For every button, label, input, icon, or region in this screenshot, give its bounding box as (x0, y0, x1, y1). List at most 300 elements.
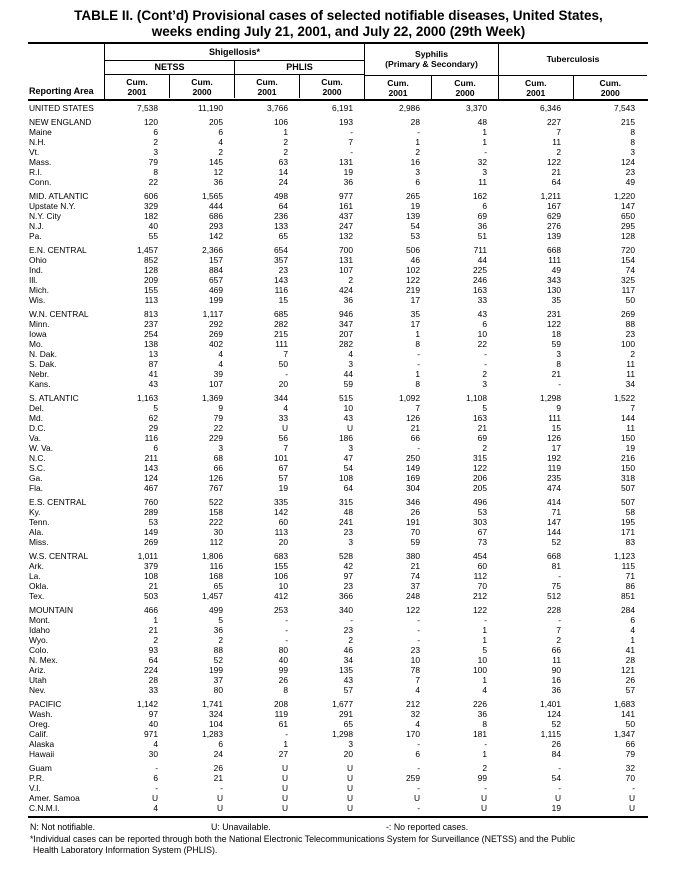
value-cell: 402 (209, 338, 223, 349)
value-cell: 26 (410, 506, 420, 517)
value-cell: 28 (148, 674, 158, 685)
value-cell: 115 (621, 560, 635, 571)
value-cell: 7 (630, 402, 635, 413)
table-row (28, 685, 648, 695)
value-cell: 155 (274, 560, 288, 571)
value-cell: 512 (547, 590, 561, 601)
value-cell: U (346, 772, 353, 783)
value-cell: U (628, 792, 635, 803)
table-row (28, 773, 648, 783)
value-cell: 21 (213, 772, 223, 783)
reporting-area-cell: S.C. (29, 462, 46, 473)
reporting-area-cell: Nev. (29, 684, 46, 695)
table-row (28, 231, 648, 241)
reporting-area-cell: Conn. (29, 176, 52, 187)
value-cell: 506 (406, 244, 420, 255)
value-cell: 20 (278, 536, 288, 547)
reporting-area-cell: N.J. (29, 220, 44, 231)
value-cell: 347 (339, 318, 353, 329)
table-row (28, 329, 648, 339)
table-row (28, 423, 648, 433)
value-cell: 59 (410, 536, 420, 547)
table-section (28, 117, 648, 187)
value-cell: 36 (213, 176, 223, 187)
table-row (28, 147, 648, 157)
value-cell: 50 (625, 294, 635, 305)
column-group-shigellosis (105, 44, 365, 99)
value-cell: 142 (274, 506, 288, 517)
value-cell: 126 (406, 412, 420, 423)
value-cell: 35 (410, 308, 420, 319)
value-cell: 12 (213, 166, 223, 177)
value-cell: 53 (148, 516, 158, 527)
reporting-area-cell: MOUNTAIN (29, 604, 74, 615)
value-cell: 126 (547, 432, 561, 443)
value-cell: 116 (209, 560, 223, 571)
value-cell: 88 (213, 644, 223, 655)
table-title-line1: TABLE II. (Cont’d) Provisional cases of selected notifiable diseases, United States, (74, 8, 603, 23)
value-cell: 467 (144, 482, 158, 493)
value-cell: 496 (473, 496, 487, 507)
value-cell: 43 (148, 378, 158, 389)
value-cell: 16 (410, 156, 420, 167)
value-cell: 144 (621, 412, 635, 423)
phlis-label: PHLIS (234, 61, 364, 74)
value-cell: 65 (343, 718, 353, 729)
table-row (28, 729, 648, 739)
value-cell: 161 (339, 200, 353, 211)
value-cell: U (281, 772, 288, 783)
value-cell: 65 (213, 580, 223, 591)
value-cell: 41 (148, 368, 158, 379)
reporting-area-cell: D.C. (29, 422, 46, 433)
table-row (28, 803, 648, 813)
value-cell: 1,347 (614, 728, 635, 739)
table-row (28, 645, 648, 655)
value-cell: 97 (343, 570, 353, 581)
column-header-phlis-cum-2001: Cum. 2001 (234, 75, 299, 98)
value-cell: 55 (148, 230, 158, 241)
value-cell: 130 (547, 284, 561, 295)
value-cell: 80 (278, 644, 288, 655)
value-cell: 50 (625, 718, 635, 729)
value-cell: 6 (153, 772, 158, 783)
value-cell: 379 (144, 560, 158, 571)
table-row (28, 507, 648, 517)
table-row (28, 285, 648, 295)
value-cell: 147 (547, 516, 561, 527)
value-cell: 149 (406, 462, 420, 473)
value-cell: 813 (144, 308, 158, 319)
value-cell: 259 (406, 772, 420, 783)
value-cell: 711 (473, 244, 487, 255)
value-cell: 216 (621, 452, 635, 463)
value-cell: - (558, 570, 561, 581)
reporting-area-cell: Alaska (29, 738, 55, 749)
value-cell: - (632, 782, 635, 793)
table-row (28, 245, 648, 255)
value-cell: 199 (209, 294, 223, 305)
value-cell: 33 (278, 412, 288, 423)
value-cell: 17 (410, 318, 420, 329)
value-cell: 4 (218, 348, 223, 359)
value-cell: 67 (477, 526, 487, 537)
value-cell: 1,677 (332, 698, 353, 709)
value-cell: 150 (621, 432, 635, 443)
value-cell: 80 (213, 684, 223, 695)
value-cell: 163 (473, 412, 487, 423)
table-row (28, 591, 648, 601)
value-cell: 606 (144, 190, 158, 201)
value-cell: 99 (477, 772, 487, 783)
value-cell: 56 (278, 432, 288, 443)
value-cell: 19 (343, 166, 353, 177)
value-cell: 282 (274, 318, 288, 329)
value-cell: 147 (621, 200, 635, 211)
value-cell: 15 (551, 422, 561, 433)
value-cell: 289 (144, 506, 158, 517)
value-cell: 254 (144, 328, 158, 339)
reporting-area-cell: Mont. (29, 614, 50, 625)
value-cell: 7 (556, 126, 561, 137)
table-row (28, 191, 648, 201)
value-cell: 507 (621, 482, 635, 493)
value-cell: 2 (348, 634, 353, 645)
value-cell: 124 (144, 472, 158, 483)
value-cell: 81 (551, 560, 561, 571)
value-cell: 219 (406, 284, 420, 295)
value-cell: 27 (278, 748, 288, 759)
value-cell: 23 (278, 264, 288, 275)
value-cell: - (285, 624, 288, 635)
value-cell: 269 (621, 308, 635, 319)
shigellosis-cum-headers (105, 75, 364, 98)
value-cell: - (285, 614, 288, 625)
value-cell: 78 (410, 664, 420, 675)
value-cell: - (417, 762, 420, 773)
value-cell: 282 (339, 338, 353, 349)
reporting-area-cell: MID. ATLANTIC (29, 190, 89, 201)
reporting-area-cell: Mo. (29, 338, 43, 349)
value-cell: 7,543 (614, 102, 635, 113)
value-cell: 5 (482, 402, 487, 413)
value-cell: 2 (482, 762, 487, 773)
value-cell: 169 (406, 472, 420, 483)
value-cell: 235 (547, 472, 561, 483)
value-cell: 8 (482, 718, 487, 729)
value-cell: 23 (410, 644, 420, 655)
reporting-area-cell: Mich. (29, 284, 50, 295)
reporting-area-cell: Guam (29, 762, 52, 773)
value-cell: 211 (144, 452, 158, 463)
notifiable-diseases-table (28, 42, 648, 818)
value-cell: 58 (625, 506, 635, 517)
tuberculosis-label: Tuberculosis (499, 44, 647, 76)
value-cell: 629 (547, 210, 561, 221)
table-row (28, 453, 648, 463)
value-cell: 168 (209, 570, 223, 581)
value-cell: 14 (278, 166, 288, 177)
value-cell: 265 (406, 190, 420, 201)
reporting-area-cell: Nebr. (29, 368, 50, 379)
value-cell: 41 (625, 644, 635, 655)
value-cell: 66 (625, 738, 635, 749)
value-cell: 2 (218, 634, 223, 645)
value-cell: U (281, 792, 288, 803)
value-cell: - (417, 358, 420, 369)
value-cell: 186 (339, 432, 353, 443)
value-cell: 503 (144, 590, 158, 601)
value-cell: 21 (410, 560, 420, 571)
value-cell: U (554, 792, 561, 803)
value-cell: 162 (473, 190, 487, 201)
value-cell: 10 (343, 402, 353, 413)
value-cell: 291 (339, 708, 353, 719)
value-cell: 414 (547, 496, 561, 507)
table-row (28, 463, 648, 473)
value-cell: 84 (551, 748, 561, 759)
table-section (28, 497, 648, 547)
value-cell: 2 (415, 146, 420, 157)
value-cell: - (417, 442, 420, 453)
reporting-area-cell: E.S. CENTRAL (29, 496, 87, 507)
reporting-area-cell: Del. (29, 402, 44, 413)
value-cell: 3,766 (267, 102, 288, 113)
value-cell: 1,401 (540, 698, 561, 709)
value-cell: U (346, 782, 353, 793)
value-cell: 48 (343, 506, 353, 517)
value-cell: 231 (547, 308, 561, 319)
value-cell: 52 (213, 654, 223, 665)
value-cell: 229 (209, 432, 223, 443)
value-cell: 119 (274, 708, 288, 719)
value-cell: 33 (148, 684, 158, 695)
value-cell: 11 (552, 136, 561, 147)
value-cell: - (484, 614, 487, 625)
table-title-line2: weeks ending July 21, 2001, and July 22, 2000 (29th Week) (151, 24, 526, 39)
reporting-area-cell: Tex. (29, 590, 45, 601)
table-row (28, 763, 648, 773)
value-cell: 444 (209, 200, 223, 211)
value-cell: 236 (274, 210, 288, 221)
value-cell: 21 (551, 166, 561, 177)
value-cell: 26 (278, 674, 288, 685)
value-cell: U (216, 802, 223, 813)
value-cell: 131 (339, 156, 353, 167)
value-cell: 19 (410, 200, 420, 211)
value-cell: 86 (625, 580, 635, 591)
value-cell: 69 (477, 210, 487, 221)
shigellosis-subgroups (105, 61, 364, 75)
reporting-area-cell: Ohio (29, 254, 47, 265)
reporting-area-cell: Ill. (29, 274, 38, 285)
value-cell: 4 (153, 802, 158, 813)
table-row (28, 581, 648, 591)
value-cell: 195 (621, 516, 635, 527)
value-cell: 2 (153, 634, 158, 645)
value-cell: 133 (274, 220, 288, 231)
table-row (28, 177, 648, 187)
value-cell: - (155, 782, 158, 793)
value-cell: 8 (630, 126, 635, 137)
value-cell: 284 (621, 604, 635, 615)
table-section (28, 191, 648, 241)
value-cell: 5 (153, 402, 158, 413)
value-cell: 83 (625, 536, 635, 547)
value-cell: 335 (274, 496, 288, 507)
reporting-area-cell: PACIFIC (29, 698, 62, 709)
value-cell: - (558, 782, 561, 793)
table-row (28, 571, 648, 581)
value-cell: 1 (482, 748, 487, 759)
value-cell: 1 (415, 136, 420, 147)
value-cell: 59 (551, 338, 561, 349)
value-cell: 113 (144, 294, 158, 305)
value-cell: 1,565 (202, 190, 223, 201)
table-row (28, 443, 648, 453)
table-row (28, 517, 648, 527)
value-cell: 11 (626, 358, 635, 369)
reporting-area-cell: Minn. (29, 318, 50, 329)
table-row (28, 537, 648, 547)
value-cell: 971 (144, 728, 158, 739)
value-cell: 253 (274, 604, 288, 615)
value-cell: 3 (482, 166, 487, 177)
table-section (28, 393, 648, 493)
value-cell: 100 (621, 338, 635, 349)
value-cell: 683 (274, 550, 288, 561)
reporting-area-cell: P.R. (29, 772, 45, 783)
table-row (28, 483, 648, 493)
table-row (28, 319, 648, 329)
value-cell: - (558, 378, 561, 389)
shigellosis-label: Shigellosis* (105, 44, 364, 61)
table-row (28, 655, 648, 665)
value-cell: 30 (148, 748, 158, 759)
value-cell: 325 (621, 274, 635, 285)
value-cell: 26 (213, 762, 223, 773)
value-cell: 66 (551, 644, 561, 655)
value-cell: 79 (625, 748, 635, 759)
value-cell: 79 (213, 412, 223, 423)
value-cell: 104 (209, 718, 223, 729)
value-cell: 122 (406, 274, 420, 285)
column-header-netss-cum-2000: Cum. 2000 (169, 75, 234, 98)
table-row (28, 137, 648, 147)
value-cell: 182 (144, 210, 158, 221)
reporting-area-cell: Kans. (29, 378, 51, 389)
reporting-area-cell: Miss. (29, 536, 49, 547)
value-cell: U (281, 802, 288, 813)
value-cell: 57 (278, 472, 288, 483)
value-cell: 20 (343, 748, 353, 759)
value-cell: 34 (343, 654, 353, 665)
value-cell: - (417, 624, 420, 635)
value-cell: 10 (477, 654, 487, 665)
value-cell: U (216, 792, 223, 803)
value-cell: 66 (410, 432, 420, 443)
table-row (28, 339, 648, 349)
value-cell: 1 (482, 674, 487, 685)
value-cell: 74 (625, 264, 635, 275)
footnote-asterisk (30, 834, 665, 856)
value-cell: 515 (339, 392, 353, 403)
value-cell: - (285, 368, 288, 379)
value-cell: 171 (621, 526, 635, 537)
value-cell: 22 (148, 176, 158, 187)
table-row (28, 665, 648, 675)
value-cell: 36 (343, 294, 353, 305)
value-cell: 412 (274, 590, 288, 601)
table-row (28, 433, 648, 443)
reporting-area-cell: Ind. (29, 264, 43, 275)
value-cell: 46 (343, 644, 353, 655)
value-cell: 36 (551, 684, 561, 695)
table-section (28, 309, 648, 389)
table-row (28, 127, 648, 137)
value-cell: - (558, 762, 561, 773)
value-cell: 6 (218, 126, 223, 137)
reporting-area-cell: W.S. CENTRAL (29, 550, 89, 561)
value-cell: 657 (209, 274, 223, 285)
column-group-tuberculosis (499, 44, 647, 99)
value-cell: 40 (278, 654, 288, 665)
column-header-tb-cum-2001: Cum. 2001 (525, 77, 547, 98)
value-cell: 149 (144, 526, 158, 537)
table-row (28, 551, 648, 561)
table-row (28, 739, 648, 749)
value-cell: 2 (348, 274, 353, 285)
table-row (28, 635, 648, 645)
table-section (28, 763, 648, 813)
value-cell: 44 (343, 368, 353, 379)
value-cell: 46 (410, 254, 420, 265)
table-row (28, 295, 648, 305)
value-cell: 293 (209, 220, 223, 231)
value-cell: 21 (148, 624, 158, 635)
value-cell: 22 (477, 338, 487, 349)
value-cell: U (346, 422, 353, 433)
value-cell: U (628, 802, 635, 813)
value-cell: 16 (551, 674, 561, 685)
value-cell: 111 (548, 254, 561, 265)
value-cell: 32 (410, 708, 420, 719)
value-cell: 135 (339, 664, 353, 675)
value-cell: 1,369 (202, 392, 223, 403)
value-cell: 8 (283, 684, 288, 695)
table-row (28, 675, 648, 685)
netss-label: NETSS (154, 62, 185, 72)
value-cell: 668 (547, 244, 561, 255)
value-cell: 498 (274, 190, 288, 201)
value-cell: 8 (556, 358, 561, 369)
table-body (28, 101, 648, 818)
value-cell: 304 (406, 482, 420, 493)
value-cell: 1,220 (614, 190, 635, 201)
reporting-area-cell: Ala. (29, 526, 44, 537)
value-cell: 116 (274, 284, 288, 295)
reporting-area-cell: Okla. (29, 580, 49, 591)
value-cell: 2 (218, 146, 223, 157)
value-cell: 122 (473, 604, 487, 615)
value-cell: 1 (482, 624, 487, 635)
value-cell: 7 (348, 136, 353, 147)
value-cell: 208 (274, 698, 288, 709)
value-cell: 1 (482, 126, 487, 137)
reporting-area-cell: Ga. (29, 472, 43, 483)
value-cell: - (285, 634, 288, 645)
value-cell: 3 (348, 442, 353, 453)
